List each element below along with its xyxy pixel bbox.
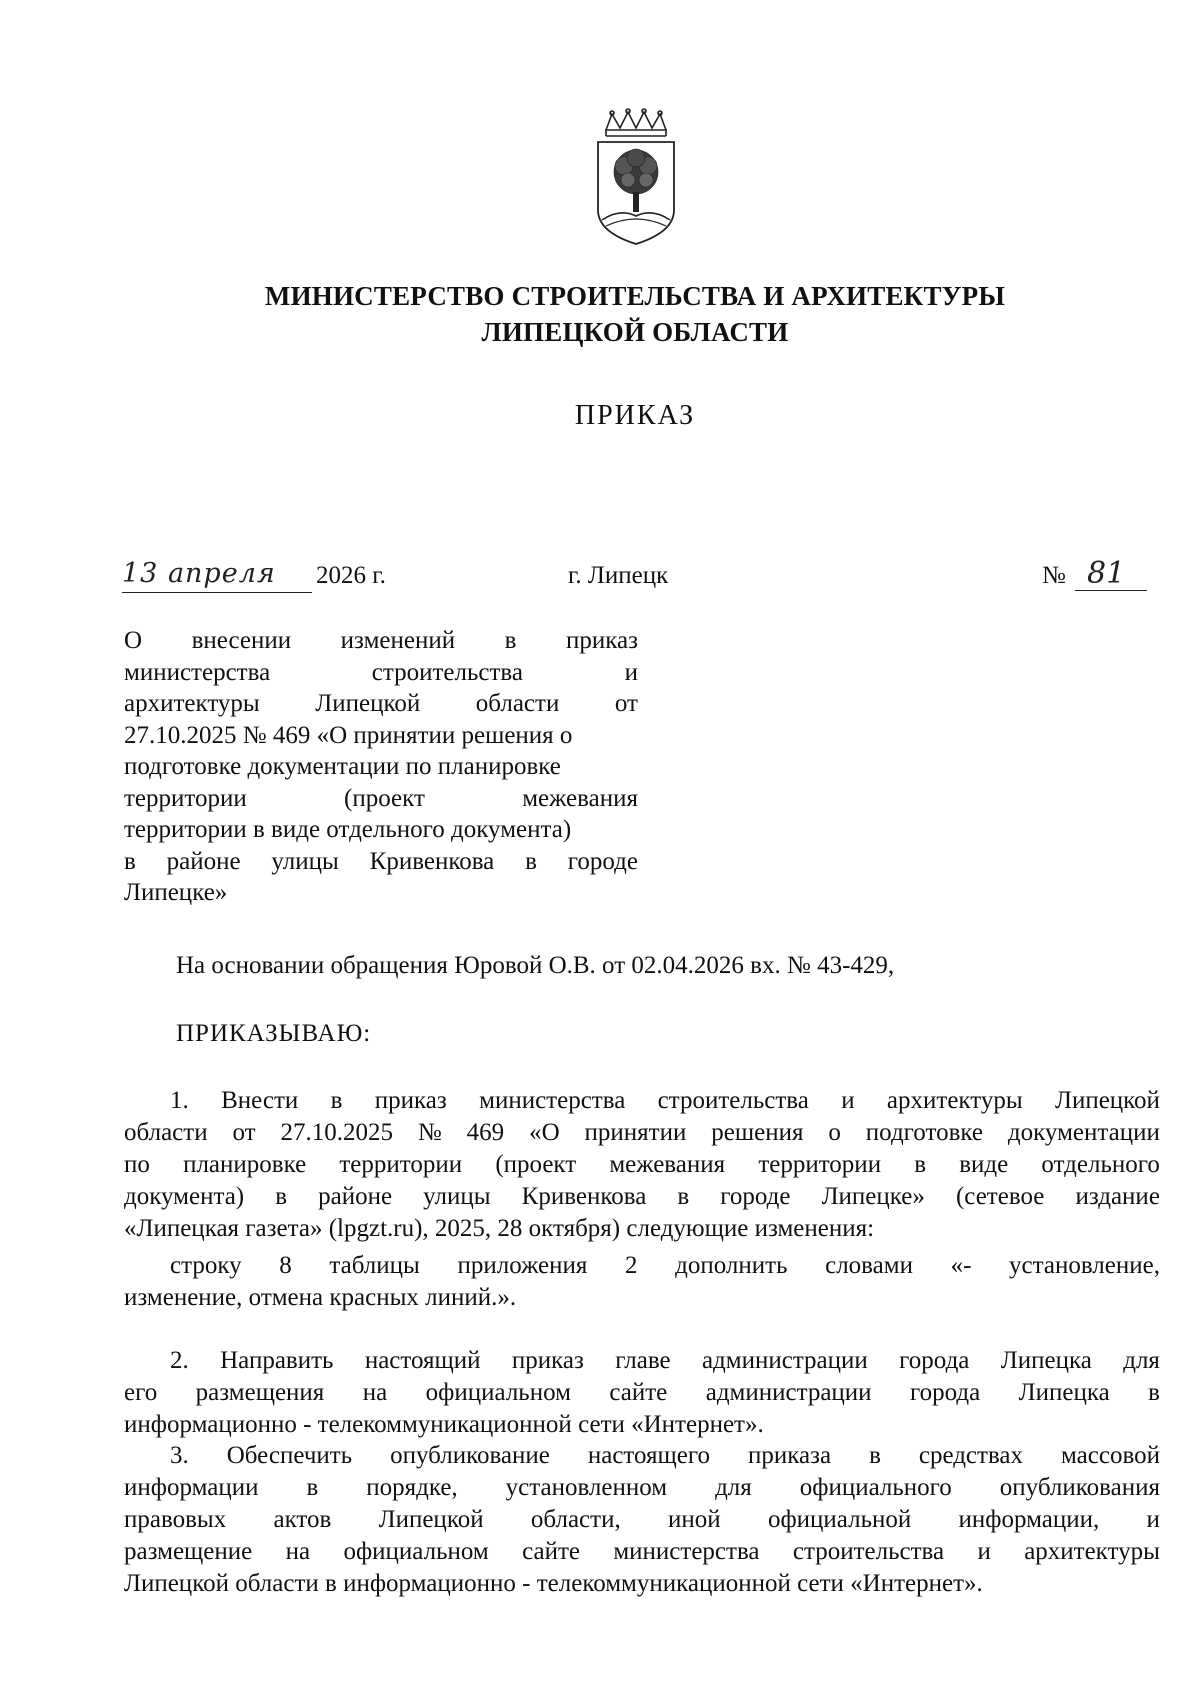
ministry-title xyxy=(0,278,1200,350)
paragraph-word: и xyxy=(841,1087,855,1114)
paragraph-line xyxy=(124,1377,1160,1409)
paragraph-word: 2 xyxy=(625,1252,638,1279)
subject-word: строительства xyxy=(371,658,523,686)
subject-word: приказ xyxy=(565,627,638,654)
subject-word: Липецкой xyxy=(315,690,421,717)
ministry-title-line-1: МИНИСТЕРСТВО СТРОИТЕЛЬСТВА И АРХИТЕКТУРЫ xyxy=(264,281,1006,311)
subject-line xyxy=(124,846,638,878)
paragraph-word: издание xyxy=(1075,1183,1160,1210)
paragraph-word: размещения xyxy=(195,1379,325,1406)
paragraph-word: отдельного xyxy=(1041,1151,1160,1178)
subject-word: городе xyxy=(567,847,638,875)
paragraph-word: от xyxy=(232,1119,256,1146)
subject-word: внесении xyxy=(191,627,292,654)
paragraph-word: опубликование xyxy=(390,1442,550,1469)
paragraph-line xyxy=(124,1149,1160,1181)
paragraph-line xyxy=(124,1213,1160,1245)
handwritten-number: 81 xyxy=(1075,556,1147,591)
paragraph-word: виде xyxy=(959,1151,1009,1178)
paragraph-word: документации xyxy=(1007,1119,1160,1146)
paragraph-word: территории xyxy=(339,1151,463,1178)
subject-line xyxy=(124,751,638,783)
paragraph-word: официальном xyxy=(425,1379,571,1406)
paragraph-word: (проект xyxy=(495,1151,577,1178)
paragraph-line xyxy=(124,1085,1160,1117)
paragraph-word: Липецке» xyxy=(821,1183,925,1210)
subject-line xyxy=(124,657,638,689)
paragraph-word: опубликования xyxy=(999,1474,1160,1501)
paragraph-word: Липецкой xyxy=(378,1506,484,1533)
paragraph-word: в xyxy=(275,1183,288,1210)
paragraph-word: принятии xyxy=(584,1119,687,1146)
paragraph-word: министерства xyxy=(479,1087,626,1114)
subject-word: (проект xyxy=(344,784,425,812)
subject-word: территории в виде отдельного документа) xyxy=(124,816,572,843)
subject-word: области xyxy=(475,690,560,717)
paragraph-word: установление, xyxy=(1009,1252,1160,1279)
paragraph-word: официальном xyxy=(343,1538,489,1565)
paragraph-word: сайте xyxy=(609,1379,668,1406)
paragraph-word: иной xyxy=(668,1506,721,1533)
subject-word: и xyxy=(624,658,638,686)
subject-word: Липецке» xyxy=(124,879,228,906)
paragraph-word: области, xyxy=(530,1506,621,1533)
paragraph-word: строку xyxy=(170,1252,242,1279)
paragraph-word: приказа xyxy=(748,1442,832,1469)
paragraph-word: города xyxy=(899,1347,970,1374)
date-number-row xyxy=(0,556,1200,602)
order-item-1 xyxy=(124,1085,1160,1245)
paragraph-word: установленном xyxy=(505,1474,668,1501)
paragraph-word: подготовке xyxy=(865,1119,983,1146)
paragraph-word: 1. xyxy=(170,1087,189,1114)
paragraph-line xyxy=(124,1250,1160,1282)
subject-line xyxy=(124,783,638,815)
subject-word: межевания xyxy=(522,784,638,812)
paragraph-word: 8 xyxy=(279,1252,292,1279)
paragraph-word: для xyxy=(715,1474,752,1501)
paragraph-word: города xyxy=(910,1379,981,1406)
paragraph-word: на xyxy=(362,1379,388,1406)
paragraph-word: документа) xyxy=(124,1183,245,1210)
paragraph-word: и xyxy=(1146,1506,1160,1533)
paragraph-word: решения xyxy=(711,1119,804,1146)
paragraph-line xyxy=(124,1345,1160,1377)
paragraph-word: приложения xyxy=(457,1252,588,1279)
date-year: 2026 г. xyxy=(316,562,386,589)
subject-word: архитектуры xyxy=(124,690,260,717)
paragraph-word: в xyxy=(914,1151,927,1178)
paragraph-word: на xyxy=(285,1538,311,1565)
paragraph-word: городе xyxy=(720,1183,791,1210)
number-label: № xyxy=(1042,562,1066,589)
handwritten-date: 13 апреля xyxy=(122,558,312,593)
paragraph-line xyxy=(124,1409,1160,1441)
paragraph-word: официальной xyxy=(767,1506,912,1533)
paragraph-text: изменение, отмена красных линий.». xyxy=(124,1284,517,1311)
order-subject xyxy=(124,625,638,909)
paragraph-word: правовых xyxy=(124,1506,227,1533)
paragraph-word: планировке xyxy=(183,1151,307,1178)
paragraph-word: улицы xyxy=(423,1183,491,1210)
subject-line xyxy=(124,625,638,657)
paragraph-word: приказ xyxy=(374,1087,447,1114)
paragraph-line xyxy=(124,1536,1160,1568)
subject-word: Кривенкова xyxy=(369,847,495,875)
paragraph-word: порядке, xyxy=(366,1474,458,1501)
paragraph-word: министерства xyxy=(613,1538,760,1565)
paragraph-word: Внести xyxy=(221,1087,299,1114)
paragraph-line xyxy=(124,1568,1160,1600)
paragraph-word: Липецка xyxy=(1018,1379,1110,1406)
paragraph-word: архитектуры xyxy=(886,1087,1023,1114)
paragraph-word: приказ xyxy=(511,1347,584,1374)
paragraph-word: информации xyxy=(124,1474,259,1501)
subject-word: в xyxy=(525,847,537,875)
paragraph-word: настоящего xyxy=(587,1442,711,1469)
paragraph-line xyxy=(124,1440,1160,1472)
paragraph-word: № xyxy=(417,1119,442,1146)
paragraph-word: архитектуры xyxy=(1024,1538,1160,1565)
paragraph-word: области xyxy=(124,1119,208,1146)
paragraph-line xyxy=(124,1472,1160,1504)
paragraph-word: размещение xyxy=(124,1538,253,1565)
paragraph-text: информационно - телекоммуникационной сети «Интернет». xyxy=(124,1411,764,1438)
subject-word: улицы xyxy=(271,847,339,875)
paragraph-word: районе xyxy=(318,1183,393,1210)
subject-word: подготовке документации по планировке xyxy=(124,753,561,780)
paragraph-word: «О xyxy=(529,1119,560,1146)
paragraph-word: о xyxy=(828,1119,841,1146)
paragraph-word: сайте xyxy=(522,1538,580,1565)
paragraph-text: «Липецкая газета» (lpgzt.ru), 2025, 28 октября) следующие изменения: xyxy=(124,1215,875,1242)
paragraph-word: главе xyxy=(615,1347,671,1374)
paragraph-word: администрации xyxy=(705,1379,872,1406)
paragraph-text: Липецкой области в информационно - телекоммуникационной сети «Интернет». xyxy=(124,1570,983,1597)
paragraph-word: Направить xyxy=(220,1347,334,1374)
paragraph-word: «- xyxy=(950,1252,972,1279)
paragraph-word: 27.10.2025 xyxy=(280,1119,393,1146)
subject-line xyxy=(124,720,638,752)
paragraph-line xyxy=(124,1117,1160,1149)
paragraph-word: в xyxy=(677,1183,690,1210)
paragraph-word: актов xyxy=(273,1506,332,1533)
city-name: г. Липецк xyxy=(568,562,669,589)
paragraph-word: Кривенкова xyxy=(521,1183,647,1210)
subject-word: территории xyxy=(124,784,247,812)
subject-word: от xyxy=(614,690,638,717)
ministry-title-line-2: ЛИПЕЦКОЙ ОБЛАСТИ xyxy=(481,317,789,347)
paragraph-word: Липецка xyxy=(1000,1347,1092,1374)
paragraph-word: по xyxy=(124,1151,150,1178)
basis-text: На основании обращения Юровой О.В. от 02.04.2026 вх. № 43-429, xyxy=(176,952,895,979)
paragraph-word: официального xyxy=(799,1474,952,1501)
subject-line xyxy=(124,814,638,846)
paragraph-word: Липецкой xyxy=(1054,1087,1160,1114)
paragraph-line xyxy=(124,1181,1160,1213)
paragraph-word: в xyxy=(1148,1379,1160,1406)
subject-word: в xyxy=(504,627,517,654)
paragraph-word: в xyxy=(330,1087,343,1114)
document-type: ПРИКАЗ xyxy=(574,400,696,431)
paragraph-word: (сетевое xyxy=(955,1183,1045,1210)
paragraph-word: настоящий xyxy=(364,1347,481,1374)
order-item-3 xyxy=(124,1440,1160,1600)
subject-word: районе xyxy=(166,847,241,875)
paragraph-line xyxy=(124,1282,1160,1314)
order-item-1-change xyxy=(124,1250,1160,1314)
subject-word: О xyxy=(124,627,143,654)
coat-of-arms-icon xyxy=(590,108,682,248)
paragraph-word: в xyxy=(306,1474,319,1501)
paragraph-word: межевания xyxy=(609,1151,726,1178)
subject-word: министерства xyxy=(124,658,271,686)
paragraph-word: 2. xyxy=(170,1347,189,1374)
paragraph-line xyxy=(124,1504,1160,1536)
subject-word: изменений xyxy=(340,627,456,654)
paragraph-word: строительства xyxy=(657,1087,809,1114)
paragraph-word: 3. xyxy=(170,1442,189,1469)
paragraph-word: дополнить xyxy=(675,1252,788,1279)
paragraph-word: администрации xyxy=(701,1347,868,1374)
paragraph-word: массовой xyxy=(1061,1442,1160,1469)
paragraph-word: средствах xyxy=(918,1442,1024,1469)
subject-word: в xyxy=(124,847,136,875)
subject-word: 27.10.2025 № 469 «О принятии решения о xyxy=(124,721,573,749)
paragraph-word: в xyxy=(869,1442,881,1469)
paragraph-word: информации, xyxy=(958,1506,1100,1533)
paragraph-word: словами xyxy=(825,1252,913,1279)
paragraph-word: и xyxy=(977,1538,991,1565)
paragraph-word: строительства xyxy=(792,1538,945,1565)
paragraph-word: Обеспечить xyxy=(226,1442,353,1469)
paragraph-word: 469 xyxy=(466,1119,505,1146)
subject-line xyxy=(124,877,638,909)
paragraph-word: территории xyxy=(758,1151,882,1178)
order-item-2 xyxy=(124,1345,1160,1441)
paragraph-word: таблицы xyxy=(329,1252,420,1279)
order-word: ПРИКАЗЫВАЮ: xyxy=(176,1020,372,1047)
paragraph-word: для xyxy=(1123,1347,1160,1374)
paragraph-word: его xyxy=(124,1379,158,1406)
subject-line xyxy=(124,688,638,720)
